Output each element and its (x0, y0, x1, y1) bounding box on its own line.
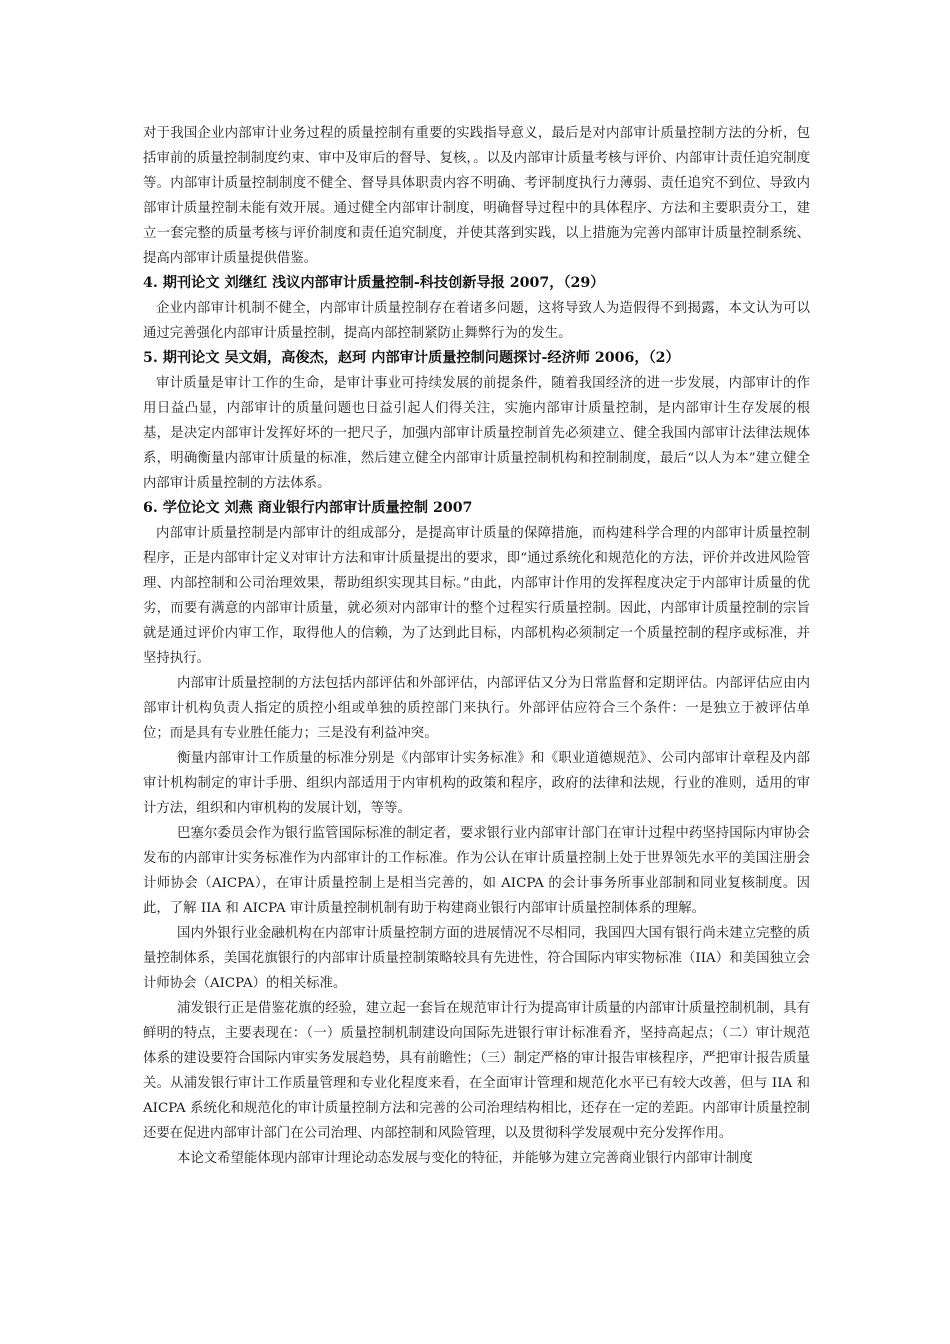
body-paragraph-domestic-foreign-banks: 国内外银行业金融机构在内部审计质量控制方面的进展情况不尽相同，我国四大国有银行尚未建立完整的质量控制体系，美国花旗银行的内部审计质量控制策略较具有先进性，符合国际内审实物标准（IIA）和美国独立会计师协会（AICPA）的相关标准。 (143, 926, 810, 991)
abstract-paragraph-5: 审计质量是审计工作的生命，是审计事业可持续发展的前提条件，随着我国经济的进一步发展，内部审计的作用日益凸显，内部审计的质量问题也日益引起人们得关注，实施内部审计质量控制，是内部审计生存发展的根基，是决定内部审计发挥好坏的一把尺子，加强内部审计质量控制首先必须建立、健全我国内部审计法律法规体系，明确衡量内部审计质量的标准，然后建立健全内部审计质量控制机构和控制制度，最后“以人为本”建立健全内部审计质量控制的方法体系。 (143, 376, 810, 491)
body-paragraph-quality-standards: 衡量内部审计工作质量的标准分别是《内部审计实务标准》和《职业道德规范》、公司内部审计章程及内部审计机构制定的审计手册、组织内部适用于内审机构的政策和程序，政府的法律和法规，行业的准则，适用的审计方法，组织和内审机构的发展计划，等等。 (143, 751, 810, 816)
body-paragraph-evaluation-methods: 内部审计质量控制的方法包括内部评估和外部评估，内部评估又分为日常监督和定期评估。内部评估应由内部审计机构负责人指定的质控小组或单独的质控部门来执行。外部评估应符合三个条件：一是独立于被评估单位；而是具有专业胜任能力；三是没有利益冲突。 (143, 676, 810, 741)
body-paragraph-thesis-purpose: 本论文希望能体现内部审计理论动态发展与变化的特征，并能够为建立完善商业银行内部审计制度 (177, 1151, 753, 1166)
reference-heading-6: 6. 学位论文 刘燕 商业银行内部审计质量控制 2007 (143, 500, 473, 516)
body-paragraph-basel-committee: 巴塞尔委员会作为银行监管国际标准的制定者，要求银行业内部审计部门在审计过程中药坚持国际内审协会发布的内部审计实务标准作为内部审计的工作标准。作为公认在审计质量控制上处于世界领先水平的美国注册会计师协会（AICPA），在审计质量控制上是相当完善的，如 AICPA 的会计事务所事业部制和同业复核制度。因此，了解 IIA 和 AICPA 审计质量控制机制有助于构建商业银行内部审计质量控制体系的理解。 (143, 826, 810, 916)
reference-heading-5: 5. 期刊论文 吴文娟，高俊杰，赵珂 内部审计质量控制问题探讨-经济师 2006，（2） (143, 350, 680, 366)
document-page (143, 121, 810, 1171)
reference-heading-4: 4. 期刊论文 刘继红 浅议内部审计质量控制-科技创新导报 2007，（29） (143, 275, 605, 291)
abstract-paragraph-6: 内部审计质量控制是内部审计的组成部分，是提高审计质量的保障措施，而构建科学合理的内部审计质量控制程序，正是内部审计定义对审计方法和审计质量提出的要求，即“通过系统化和规范化的方法，评价并改进风险管理、内部控制和公司治理效果，帮助组织实现其目标。”由此，内部审计作用的发挥程度决定于内部审计质量的优劣，而要有满意的内部审计质量，就必须对内部审计的整个过程实行质量控制。因此，内部审计质量控制的宗旨就是通过评价内审工作，取得他人的信赖，为了达到此目标，内部机构必须制定一个质量控制的程序或标准，并坚持执行。 (143, 526, 810, 666)
paragraph-continued-abstract: 对于我国企业内部审计业务过程的质量控制有重要的实践指导意义，最后是对内部审计质量控制方法的分析，包括审前的质量控制制度约束、审中及审后的督导、复核，。以及内部审计质量考核与评价、内部审计责任追究制度等。内部审计质量控制制度不健全、督导具体职责内容不明确、考评制度执行力薄弱、责任追究不到位、导致内部审计质量控制未能有效开展。通过健全内部审计制度，明确督导过程中的具体程序、方法和主要职责分工，建立一套完整的质量考核与评价制度和责任追究制度，并使其落到实践，以上措施为完善内部审计质量控制系统、提高内部审计质量提供借鉴。 (143, 126, 810, 266)
body-paragraph-spd-bank: 浦发银行正是借鉴花旗的经验，建立起一套旨在规范审计行为提高审计质量的内部审计质量控制机制，具有鲜明的特点，主要表现在：（一）质量控制机制建设向国际先进银行审计标准看齐，坚持高起点；（二）审计规范体系的建设要符合国际内审实务发展趋势，具有前瞻性；（三）制定严格的审计报告审核程序，严把审计报告质量关。从浦发银行审计工作质量管理和专业化程度来看，在全面审计管理和规范化水平已有较大改善，但与 IIA 和 AICPA 系统化和规范化的审计质量控制方法和完善的公司治理结构相比，还存在一定的差距。内部审计质量控制还要在促进内部审计部门在公司治理、内部控制和风险管理，以及贯彻科学发展观中充分发挥作用。 (143, 1001, 810, 1141)
abstract-paragraph-4: 企业内部审计机制不健全，内部审计质量控制存在着诸多问题，这将导致人为造假得不到揭露，本文认为可以通过完善强化内部审计质量控制，提高内部控制紧防止舞弊行为的发生。 (143, 301, 810, 341)
